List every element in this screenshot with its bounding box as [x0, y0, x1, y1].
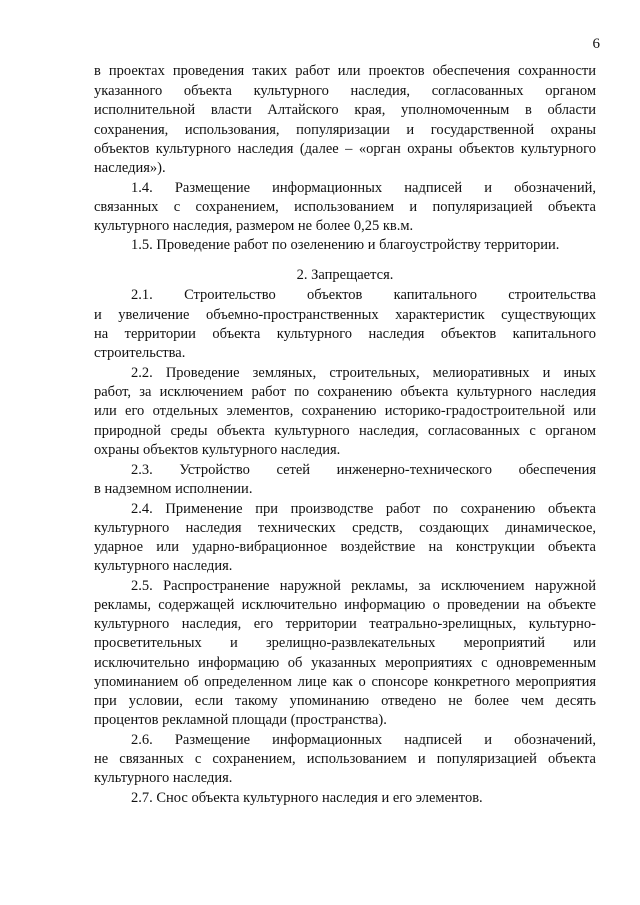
text-line: культурного наследия технических средств, создающих динамическое,	[94, 520, 596, 536]
text-line: или его отдельных элементов, сохранению историко-градостроительной или	[94, 403, 596, 419]
text-line: 2.2. Проведение земляных, строительных, мелиоративных и иных	[131, 365, 596, 381]
text-line: охраны объектов культурного наследия.	[94, 442, 341, 458]
text-line: в проектах проведения таких работ или проектов обеспечения сохранности	[94, 63, 596, 79]
page-number: 6	[592, 36, 600, 52]
section-heading: 2. Запрещается.	[296, 267, 394, 283]
text-line: объектов культурного наследия (далее – «орган охраны объектов культурного	[94, 141, 596, 157]
text-line: наследия»).	[94, 160, 166, 176]
text-line: и увеличение объемно-пространственных характеристик существующих	[94, 307, 596, 323]
text-line: не связанных с сохранением, использованием и популяризацией объекта	[94, 751, 596, 767]
text-line: 2.4. Применение при производстве работ по сохранению объекта	[131, 501, 596, 517]
text-line: указанного объекта культурного наследия, согласованных органом	[94, 83, 596, 99]
text-line: рекламы, содержащей исключительно информацию о проведении на объекте	[94, 597, 596, 613]
text-line: работ, за исключением работ по сохранению объекта культурного наследия	[94, 384, 596, 400]
text-line: 2.1. Строительство объектов капитального строительства	[131, 287, 596, 303]
text-line: культурного наследия, размером не более 0,25 кв.м.	[94, 218, 414, 234]
text-line: культурного наследия.	[94, 770, 233, 786]
text-line: 1.5. Проведение работ по озеленению и благоустройству территории.	[131, 237, 560, 253]
text-line: процентов рекламной площади (пространства).	[94, 712, 387, 728]
text-line: просветительных и зрелищно-развлекательных мероприятий или	[94, 635, 596, 651]
text-line: природной среды объекта культурного наследия, согласованных с органом	[94, 423, 596, 439]
text-line: 1.4. Размещение информационных надписей и обозначений,	[131, 180, 596, 196]
text-line: связанных с сохранением, использованием и популяризацией объекта	[94, 199, 596, 215]
text-line: культурного наследия.	[94, 558, 233, 574]
text-line: упоминанием об определенном лице как о спонсоре конкретного мероприятия	[94, 674, 596, 690]
text-line: 2.7. Снос объекта культурного наследия и его элементов.	[131, 790, 483, 806]
text-line: исполнительной власти Алтайского края, уполномоченным в области	[94, 102, 596, 118]
text-line: 2.5. Распространение наружной рекламы, за исключением наружной	[131, 578, 596, 594]
text-line: в надземном исполнении.	[94, 481, 253, 497]
text-line: исключительно информацию об указанных мероприятиях с одновременным	[94, 655, 596, 671]
text-line: ударное или ударно-вибрационное воздействие на конструкции объекта	[94, 539, 596, 555]
text-line: 2.6. Размещение информационных надписей и обозначений,	[131, 732, 596, 748]
text-line: 2.3. Устройство сетей инженерно-технического обеспечения	[131, 462, 596, 478]
text-line: сохранения, использования, популяризации и государственной охраны	[94, 122, 596, 138]
text-line: строительства.	[94, 345, 186, 361]
text-line: при условии, если такому упоминанию отведено не более чем десять	[94, 693, 596, 709]
text-line: на территории объекта культурного наследия объектов капитального	[94, 326, 596, 342]
text-line: культурного наследия, его территории театрально-зрелищных, культурно-	[94, 616, 596, 632]
